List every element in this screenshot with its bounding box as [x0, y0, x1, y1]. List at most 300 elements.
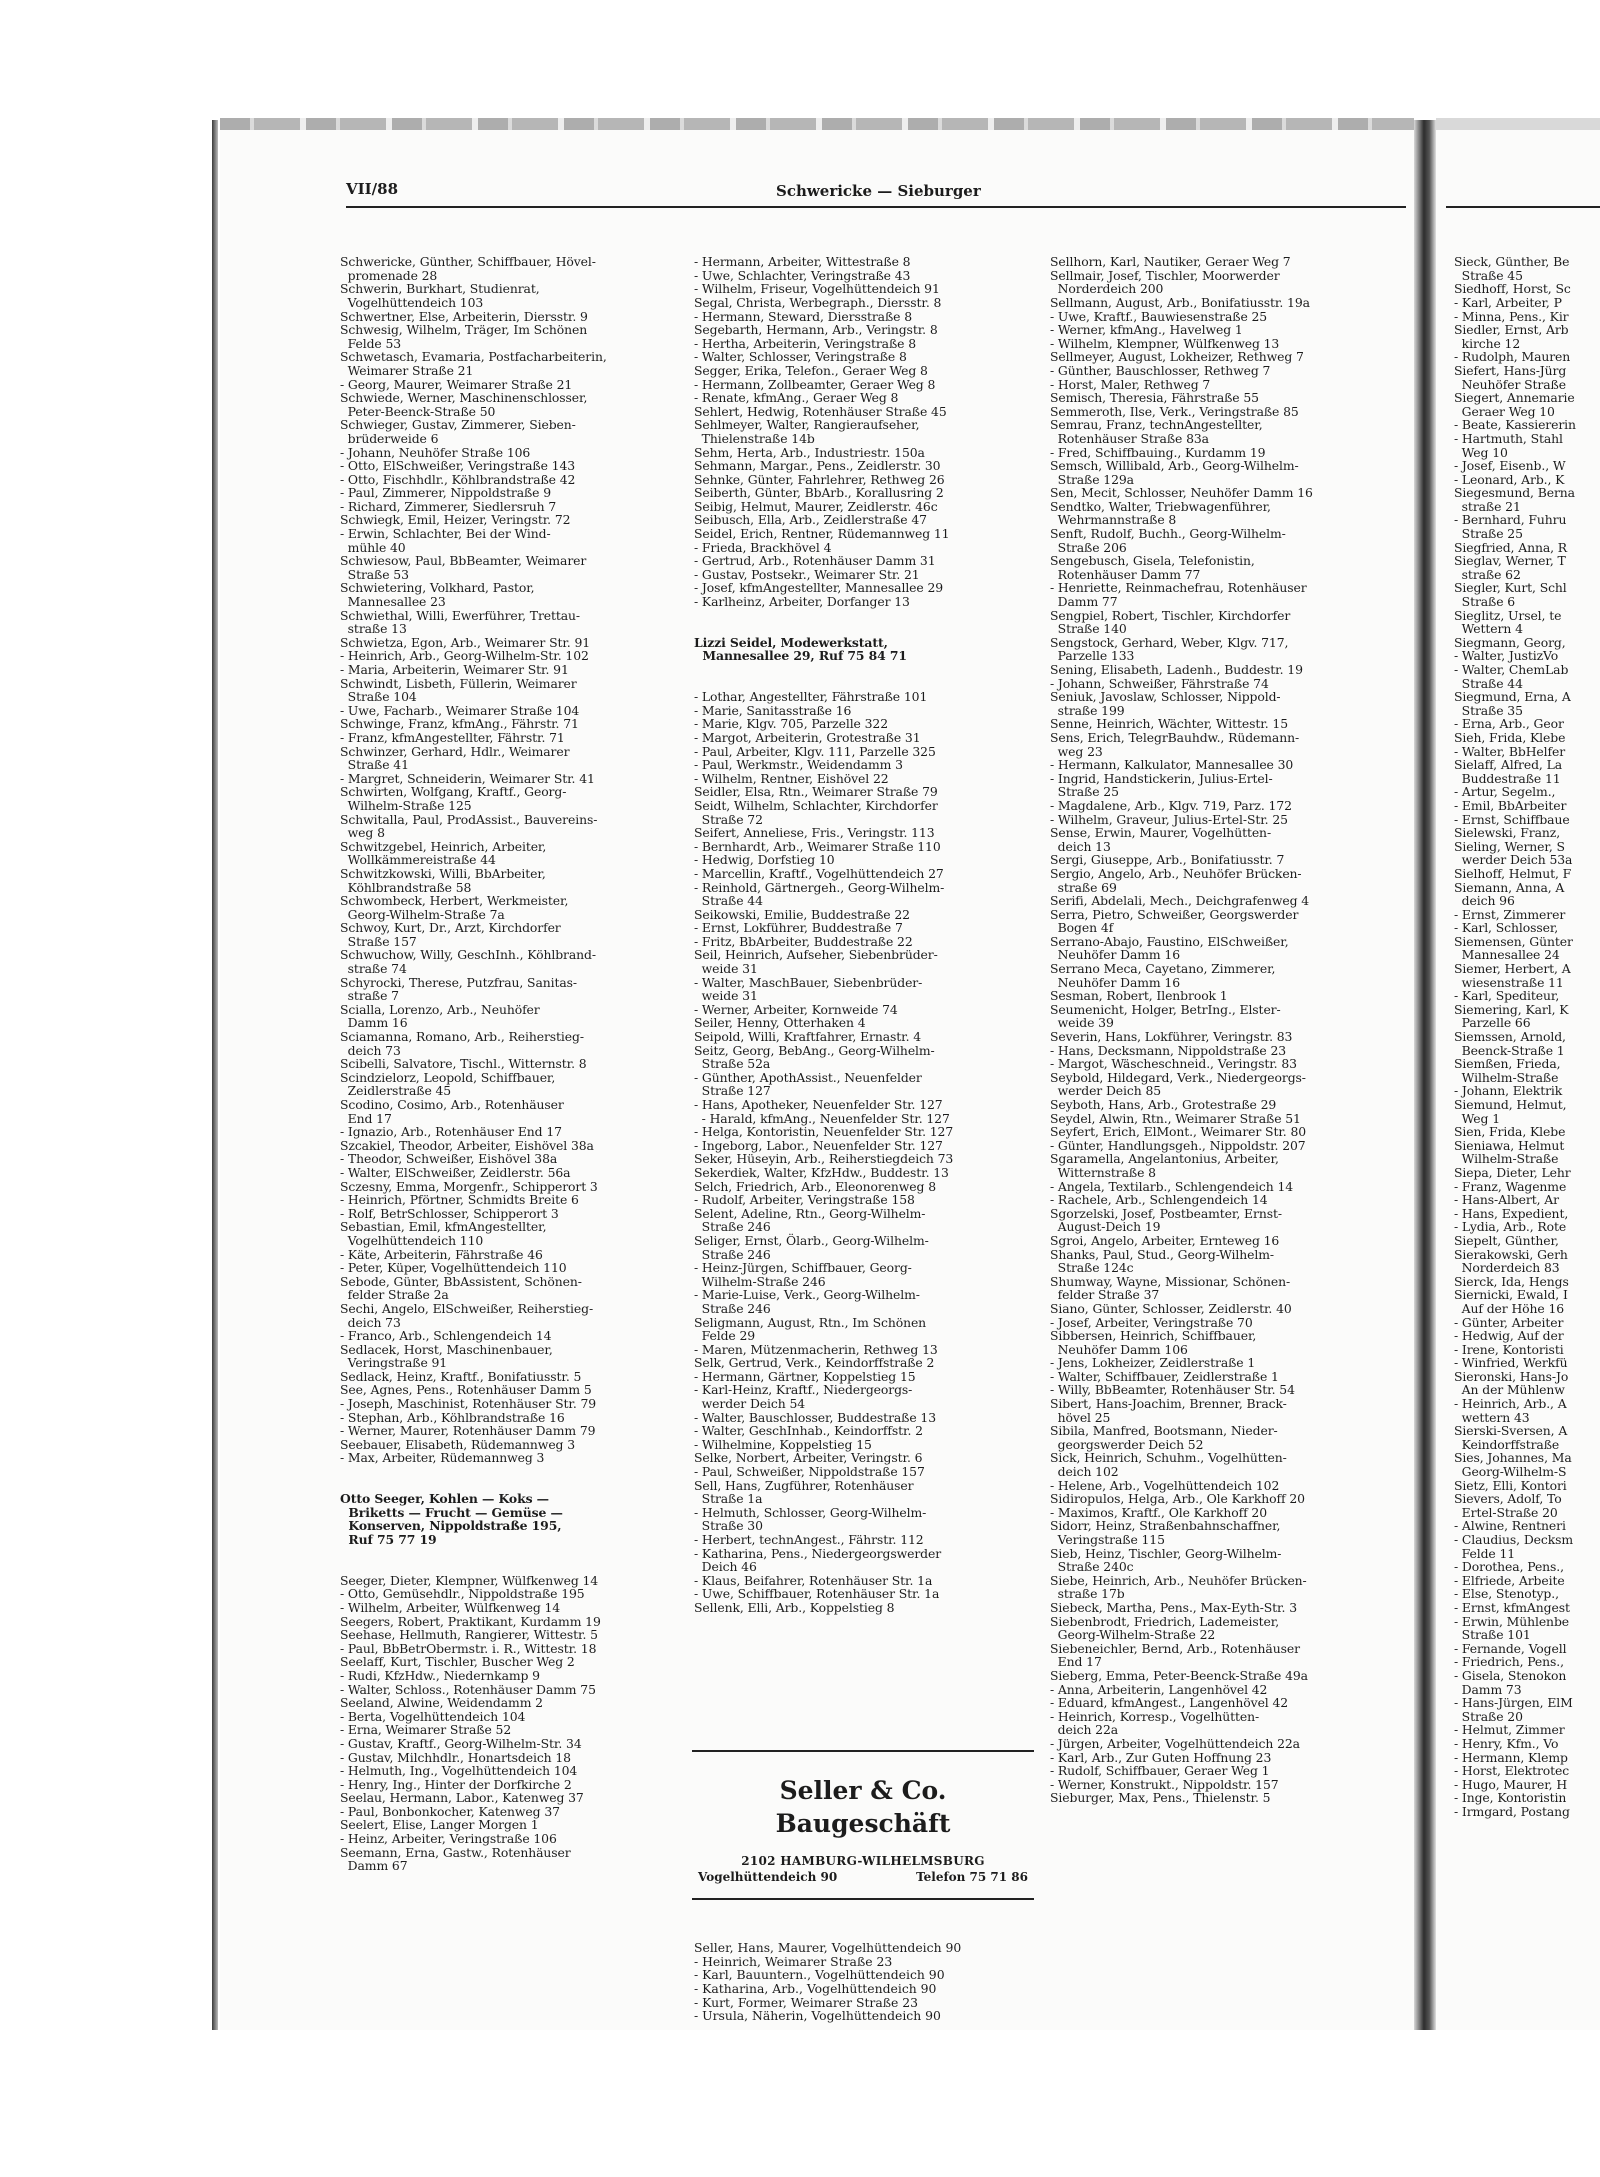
directory-entry-line: - Rudolf, Schiffbauer, Geraer Weg 1 [1050, 1763, 1270, 1779]
directory-entry-line: Sense, Erwin, Maurer, Vogelhütten- [1050, 825, 1272, 841]
directory-entry-line: Straße 101 [1454, 1627, 1531, 1643]
directory-entry-line: Schwuchow, Willy, GeschInh., Köhlbrand- [340, 947, 596, 963]
directory-entry-line: deich 73 [340, 1042, 401, 1058]
directory-entry-line: Straße 45 [1454, 267, 1523, 283]
directory-entry-line: - Günter, Handlungsgeh., Nippoldstr. 207 [1050, 1137, 1306, 1153]
directory-entry-line: Straße 157 [340, 933, 417, 949]
directory-entry-line: Straße 20 [1454, 1708, 1523, 1724]
directory-entry-line: Seeland, Alwine, Weidendamm 2 [340, 1695, 543, 1711]
directory-page [220, 130, 1414, 2030]
directory-entry-line: Siemssen, Arnold, [1454, 1029, 1566, 1045]
directory-entry-line: Damm 67 [340, 1858, 408, 1874]
directory-entry-line: Straße 44 [694, 893, 763, 909]
directory-entry-line: - Günther, Bauschlosser, Rethweg 7 [1050, 362, 1271, 378]
directory-entry-line: Shanks, Paul, Stud., Georg-Wilhelm- [1050, 1246, 1274, 1262]
directory-entry-line: Straße 246 [694, 1300, 771, 1316]
directory-entry-line: Sieck, Günther, Be [1454, 254, 1570, 270]
directory-entry-line: - Gisela, Stenokon [1454, 1667, 1567, 1683]
scan-top-edge [220, 118, 1414, 130]
directory-entry-line: - Erwin, Mühlenbe [1454, 1613, 1570, 1629]
directory-entry-line: Rotenhäuser Straße 83a [1050, 430, 1209, 446]
directory-entry-line: Semmeroth, Ilse, Verk., Veringstraße 85 [1050, 403, 1299, 419]
directory-entry-line: - Marcellin, Kraftf., Vogelhüttendeich 27 [694, 865, 944, 881]
directory-entry-line: Georg-Wilhelm-Straße 7a [340, 906, 505, 922]
directory-entry-line: Straße 246 [694, 1246, 771, 1262]
directory-entry-line: Sellhorn, Karl, Nautiker, Geraer Weg 7 [1050, 254, 1291, 270]
directory-entry-line: - Joseph, Maschinist, Rotenhäuser Str. 79 [340, 1396, 597, 1412]
directory-entry-line: - Helmut, Zimmer [1454, 1722, 1565, 1738]
directory-entry-line: Schwindt, Lisbeth, Füllerin, Weimarer [340, 675, 577, 691]
directory-entry-line: Sergi, Giuseppe, Arb., Bonifatiusstr. 7 [1050, 852, 1285, 868]
directory-entry-line: - Heinz, Arbeiter, Veringstraße 106 [340, 1831, 557, 1847]
directory-entry-line: - Erna, Weimarer Straße 52 [340, 1722, 512, 1738]
directory-entry-line: Köhlbrandstraße 58 [340, 879, 472, 895]
directory-entry-line: straße 21 [1454, 498, 1521, 514]
directory-entry-line: - Walter, JustizVo [1454, 648, 1559, 664]
directory-entry-line: Siepa, Dieter, Lehr [1454, 1164, 1571, 1180]
advert-company: Seller & Co. [779, 1776, 947, 1805]
directory-entry-line: Sierski-Sversen, A [1454, 1423, 1568, 1439]
directory-entry-line: - Bernhardt, Arb., Weimarer Straße 110 [694, 838, 941, 854]
directory-entry-line: Sieronski, Hans-Jo [1454, 1368, 1569, 1384]
directory-entry-line: - Walter, GeschInhab., Keindorffstr. 2 [694, 1423, 923, 1439]
directory-entry-line: Seydel, Alwin, Rtn., Weimarer Straße 51 [1050, 1110, 1301, 1126]
directory-entry-line: - Walter, Schloss., Rotenhäuser Damm 75 [340, 1681, 596, 1697]
directory-entry-line: - Jens, Lokheizer, Zeidlerstraße 1 [1050, 1355, 1256, 1371]
directory-entry-line: - Ernst, kfmAngest [1454, 1599, 1570, 1615]
directory-entry-line: deich 96 [1454, 893, 1515, 909]
directory-entry-line: - Helmuth, Ing., Vogelhüttendeich 104 [340, 1763, 578, 1779]
directory-entry-line: Schwitzgebel, Heinrich, Arbeiter, [340, 838, 547, 854]
directory-entry-line: Seiberth, Günter, BbArb., Korallusring 2 [694, 485, 944, 501]
directory-entry-line: Schwieger, Gustav, Zimmerer, Sieben- [340, 417, 576, 433]
directory-entry-line: Sen, Mecit, Schlosser, Neuhöfer Damm 16 [1050, 485, 1313, 501]
directory-entry-line: Schwetasch, Evamaria, Postfacharbeiterin, [340, 349, 607, 365]
directory-entry-line: Straße 44 [1454, 675, 1523, 691]
directory-entry-line: - Renate, kfmAng., Geraer Weg 8 [694, 390, 899, 406]
directory-entry-line: - Helmuth, Schlosser, Georg-Wilhelm- [694, 1504, 927, 1520]
directory-entry-line: Selent, Adeline, Rtn., Georg-Wilhelm- [694, 1205, 926, 1221]
directory-entry-line: Seibig, Helmut, Maurer, Zeidlerstr. 46c [694, 498, 938, 514]
directory-entry-line: Schwoy, Kurt, Dr., Arzt, Kirchdorfer [340, 920, 561, 936]
directory-entry-line: Siemer, Herbert, A [1454, 961, 1571, 977]
directory-entry-line: Scodino, Cosimo, Arb., Rotenhäuser [340, 1097, 564, 1112]
directory-entry-line: Sibbersen, Heinrich, Schiffbauer, [1050, 1328, 1257, 1344]
directory-entry-line: - Hermann, Steward, Diersstraße 8 [694, 308, 912, 324]
directory-entry-line: Serifi, Abdelali, Mech., Deichgrafenweg 4 [1050, 893, 1310, 909]
directory-entry-line: - Karl, Arbeiter, P [1454, 294, 1562, 310]
directory-entry-line: Parzelle 66 [1454, 1015, 1531, 1031]
directory-entry-line: Sieburger, Max, Pens., Thielenstr. 5 [1050, 1790, 1271, 1806]
directory-entry-line: Seyboth, Hans, Arb., Grotestraße 29 [1050, 1097, 1277, 1112]
directory-entry-line: Sieberg, Emma, Peter-Beenck-Straße 49a [1050, 1667, 1308, 1683]
directory-entry-line: - Claudius, Decksm [1454, 1532, 1574, 1547]
directory-entry-line: Sick, Heinrich, Schuhm., Vogelhütten- [1050, 1450, 1287, 1466]
directory-entry-line: Seidel, Erich, Rentner, Rüdemannweg 11 [694, 526, 950, 542]
directory-entry-line: Schwesig, Wilhelm, Träger, Im Schönen [340, 322, 588, 338]
directory-entry-line: - Walter, Bauschlosser, Buddestraße 13 [694, 1409, 936, 1425]
directory-entry-line: - Maren, Mützenmacherin, Rethweg 13 [694, 1341, 938, 1357]
directory-entry-line: Seifert, Anneliese, Fris., Veringstr. 113 [694, 825, 935, 841]
directory-entry-line: Schwiesow, Paul, BbBeamter, Weimarer [340, 553, 587, 569]
directory-entry-line: Siemering, Karl, K [1454, 1001, 1569, 1017]
directory-entry-line: - Otto, Fischhdlr., Köhlbrandstraße 42 [340, 471, 576, 487]
directory-entry-line: georgswerder Deich 52 [1050, 1436, 1204, 1452]
directory-entry-line: Geraer Weg 10 [1454, 403, 1555, 419]
directory-entry-line: - Marie, Sanitasstraße 16 [694, 702, 852, 718]
directory-entry-line: Sien, Frida, Klebe [1454, 1124, 1566, 1140]
directory-entry-line: kirche 12 [1454, 335, 1521, 351]
directory-entry-line: - Günther, ApothAssist., Neuenfelder [694, 1069, 922, 1085]
directory-entry-line: Weg 10 [1454, 444, 1508, 460]
directory-entry-line: - Otto, ElSchweißer, Veringstraße 143 [340, 458, 576, 474]
directory-entry-line: Felde 29 [694, 1328, 756, 1344]
directory-entry-line: Sibert, Hans-Joachim, Brenner, Brack- [1050, 1396, 1287, 1412]
directory-entry-line: Seniuk, Javoslaw, Schlosser, Nippold- [1050, 689, 1281, 705]
directory-entry-line: - Franz, Wagenme [1454, 1178, 1567, 1194]
directory-entry-line: - Max, Arbeiter, Rüdemannweg 3 [340, 1450, 545, 1466]
directory-entry-line: straße 199 [1050, 702, 1125, 718]
directory-entry-line: Neuhöfer Damm 16 [1050, 947, 1180, 963]
directory-entry-line: Wollkämmereistraße 44 [340, 852, 496, 868]
directory-entry-line: - Werner, Arbeiter, Kornweide 74 [694, 1001, 898, 1017]
directory-entry-line: wettern 43 [1454, 1409, 1530, 1425]
directory-entry-line: Wilhelm-Straße 246 [694, 1273, 826, 1289]
directory-entry-line: - Hans, Apotheker, Neuenfelder Str. 127 [694, 1097, 943, 1112]
directory-entry-line: Seidler, Elsa, Rtn., Weimarer Straße 79 [694, 784, 938, 800]
directory-entry-line: Buddestraße 11 [1454, 770, 1561, 786]
directory-entry-line: Sielewski, Franz, [1454, 825, 1564, 841]
directory-entry-line: Seikowski, Emilie, Buddestraße 22 [694, 906, 910, 922]
directory-entry-line: Bogen 4f [1050, 920, 1114, 936]
directory-entry-line: - Gustav, Milchhdlr., Honartsdeich 18 [340, 1749, 571, 1765]
directory-entry-line: - Karl, Bauuntern., Vogelhüttendeich 90 [694, 1967, 945, 1983]
column-1 [340, 228, 680, 1900]
directory-entry-line: Siegler, Kurt, Schl [1454, 580, 1567, 596]
directory-entry-line: straße 62 [1454, 566, 1521, 582]
column-3-entries [1050, 255, 1395, 1805]
directory-entry-line: - Beate, Kassiererin [1454, 417, 1576, 433]
directory-entry-line: Rotenhäuser Damm 77 [1050, 566, 1201, 582]
directory-entry-line: - Friedrich, Pens., [1454, 1654, 1564, 1670]
directory-entry-line: - Henry, Ing., Hinter der Dorfkirche 2 [340, 1776, 572, 1792]
directory-entry-line: Wilhelm-Straße [1454, 1151, 1559, 1167]
directory-entry-line: End 17 [1050, 1654, 1102, 1670]
directory-entry-line: - Theodor, Schweißer, Eishövel 38a [340, 1151, 558, 1167]
facing-page-fragment [1436, 130, 1600, 2030]
directory-entry-line: Damm 73 [1454, 1681, 1522, 1697]
directory-entry-line: - Lydia, Arb., Rote [1454, 1219, 1567, 1235]
directory-entry-line: - Hedwig, Auf der [1454, 1328, 1564, 1344]
directory-entry-line: straße 17b [1050, 1586, 1125, 1602]
directory-entry-line: deich 102 [1050, 1464, 1119, 1480]
facing-header-rule [1446, 206, 1600, 208]
directory-entry-line: Seibusch, Ella, Arb., Zeidlerstraße 47 [694, 512, 927, 528]
directory-entry-line: Senne, Heinrich, Wächter, Wittestr. 15 [1050, 716, 1288, 732]
directory-entry-line: - Josef, Arbeiter, Veringstraße 70 [1050, 1314, 1253, 1330]
directory-entry-line: - Lothar, Angestellter, Fährstraße 101 [694, 689, 928, 705]
header-rule [346, 206, 1406, 208]
directory-entry-line: Straße 41 [340, 757, 409, 773]
directory-entry-line: weg 23 [1050, 743, 1103, 759]
directory-entry-line: Sell, Hans, Zugführer, Rotenhäuser [694, 1477, 914, 1493]
directory-entry-line: - Erna, Arb., Geor [1454, 716, 1564, 732]
directory-entry-line: Wilhelm-Straße [1454, 1069, 1559, 1085]
scan-left-edge [212, 120, 218, 2030]
directory-entry-line: straße 69 [1050, 879, 1117, 895]
directory-entry-line: Selke, Norbert, Arbeiter, Veringstr. 6 [694, 1450, 923, 1466]
directory-entry-line: Schwiegk, Emil, Heizer, Veringstr. 72 [340, 512, 571, 528]
directory-entry-line: - Walter, BbHelfer [1454, 743, 1566, 759]
directory-entry-line: Sieling, Werner, S [1454, 838, 1565, 854]
directory-entry-line: promenade 28 [340, 267, 438, 283]
directory-entry-line: - Karl, Arb., Zur Guten Hoffnung 23 [1050, 1749, 1272, 1765]
directory-entry-line: An der Mühlenw [1454, 1382, 1565, 1398]
directory-entry-line: Seelaff, Kurt, Tischler, Buscher Weg 2 [340, 1654, 575, 1670]
directory-entry-line: - Werner, kfmAng., Havelweg 1 [1050, 322, 1243, 338]
directory-entry-line: Sierakowski, Gerh [1454, 1246, 1568, 1262]
directory-entry-line: - Harald, kfmAng., Neuenfelder Str. 127 [694, 1110, 950, 1126]
directory-entry-line: werder Deich 54 [694, 1396, 806, 1412]
directory-entry-line: Shumway, Wayne, Missionar, Schönen- [1050, 1273, 1291, 1289]
directory-entry-line: Straße 104 [340, 689, 417, 705]
directory-entry-line: hövel 25 [1050, 1409, 1111, 1425]
directory-entry-line: Siepelt, Günther, [1454, 1232, 1563, 1248]
directory-entry-line: Damm 77 [1050, 594, 1118, 610]
directory-entry-line: Sgroi, Angelo, Arbeiter, Ernteweg 16 [1050, 1232, 1280, 1248]
directory-entry-line: - Walter, MaschBauer, Siebenbrüder- [694, 974, 923, 990]
directory-entry-line: - Josef, kfmAngestellter, Mannesallee 29 [694, 580, 944, 596]
directory-entry-line: Sielaff, Alfred, La [1454, 757, 1563, 773]
directory-entry-line: Sekerdiek, Walter, KfzHdw., Buddestr. 13 [694, 1164, 949, 1180]
directory-entry-line: Straße 72 [694, 811, 763, 827]
directory-entry-line: Semsch, Willibald, Arb., Georg-Wilhelm- [1050, 458, 1299, 474]
directory-entry-line: Sieb, Heinz, Tischler, Georg-Wilhelm- [1050, 1545, 1282, 1561]
directory-entry-line: Sietz, Elli, Kontori [1454, 1477, 1567, 1493]
directory-entry-line: Vogelhüttendeich 103 [340, 294, 484, 310]
directory-entry-line: Schyrocki, Therese, Putzfrau, Sanitas- [340, 974, 577, 990]
directory-entry-line: Straße 25 [1050, 784, 1119, 800]
directory-entry-line: Sengstock, Gerhard, Weber, Klgv. 717, [1050, 634, 1289, 650]
directory-entry-line: August-Deich 19 [1050, 1219, 1161, 1235]
directory-entry-line: deich 22a [1050, 1722, 1119, 1738]
directory-entry-line: - Ingeborg, Labor., Neuenfelder Str. 127 [694, 1137, 943, 1153]
directory-entry-line: Sehlmeyer, Walter, Rangieraufseher, [694, 417, 920, 433]
directory-entry-line: Siegmann, Georg, [1454, 634, 1566, 650]
directory-entry-line: - Uwe, Schiffbauer, Rotenhäuser Str. 1a [694, 1586, 940, 1602]
directory-entry-line: - Hermann, Klemp [1454, 1749, 1568, 1765]
directory-entry-line: Sierck, Ida, Hengs [1454, 1273, 1569, 1289]
directory-entry-line: Parzelle 133 [1050, 648, 1135, 664]
directory-entry-line: werder Deich 53a [1454, 852, 1573, 868]
directory-entry-line: Ruf 75 77 19 [340, 1532, 437, 1547]
directory-entry-line: - Ernst, Lokführer, Buddestraße 7 [694, 920, 903, 936]
directory-entry-line: Sellmeyer, August, Lokheizer, Rethweg 7 [1050, 349, 1304, 365]
directory-entry-line: Semrau, Franz, technAngestellter, [1050, 417, 1263, 433]
directory-entry-line: - Heinrich, Arb., Georg-Wilhelm-Str. 102 [340, 648, 589, 664]
directory-entry-line: - Margot, Wäscheschneid., Veringstr. 83 [1050, 1056, 1297, 1072]
directory-entry-line: Sechi, Angelo, ElSchweißer, Reiherstieg- [340, 1300, 594, 1316]
directory-entry-line: Sievers, Adolf, To [1454, 1491, 1562, 1507]
directory-entry-line: - Dorothea, Pens., [1454, 1559, 1564, 1575]
directory-entry-line: Seligmann, August, Rtn., Im Schönen [694, 1314, 927, 1330]
directory-entry-line: - Fred, Schiffbauing., Kurdamm 19 [1050, 444, 1266, 460]
directory-entry-line: - Hermann, Zollbeamter, Geraer Weg 8 [694, 376, 936, 392]
directory-entry-line: Siebeneichler, Bernd, Arb., Rotenhäuser [1050, 1640, 1300, 1656]
directory-entry-line: - Gertrud, Arb., Rotenhäuser Damm 31 [694, 553, 936, 569]
directory-entry-line: Sedlacek, Horst, Maschinenbauer, [340, 1341, 553, 1357]
directory-entry-line: - Uwe, Kraftf., Bauwiesenstraße 25 [1050, 308, 1268, 324]
directory-entry-line: Veringstraße 115 [1050, 1532, 1165, 1547]
directory-entry-line: Siegfried, Anna, R [1454, 539, 1568, 555]
directory-entry-line: - Leonard, Arb., K [1454, 471, 1565, 487]
directory-entry-line: Siernicki, Ewald, I [1454, 1287, 1568, 1303]
directory-entry-line: Serrano-Abajo, Faustino, ElSchweißer, [1050, 933, 1289, 949]
column-2-tail-entries [694, 690, 1034, 1614]
column-1-bold-entry [340, 1492, 680, 1546]
directory-entry-line: Straße 52a [694, 1056, 771, 1072]
directory-entry-line: - Reinhold, Gärtnergeh., Georg-Wilhelm- [694, 879, 945, 895]
directory-entry-line: Mannesallee 24 [1454, 947, 1560, 963]
directory-entry-line: - Walter, Schiffbauer, Zeidlerstraße 1 [1050, 1368, 1279, 1384]
directory-entry-line: - Helga, Kontoristin, Neuenfelder Str. 127 [694, 1124, 954, 1140]
directory-entry-line: Seidt, Wilhelm, Schlachter, Kirchdorfer [694, 797, 938, 813]
directory-entry-line: - Eduard, kfmAngest., Langenhövel 42 [1050, 1695, 1289, 1711]
directory-entry-line: - Hugo, Maurer, H [1454, 1776, 1568, 1792]
directory-entry-line: mühle 40 [340, 539, 406, 555]
directory-entry-line: Ertel-Straße 20 [1454, 1504, 1558, 1520]
directory-entry-line: Seiler, Henny, Otterhaken 4 [694, 1015, 866, 1031]
directory-entry-line: Lizzi Seidel, Modewerkstatt, [694, 634, 888, 650]
directory-entry-line: - Walter, ChemLab [1454, 662, 1569, 677]
directory-entry-line: Siedler, Ernst, Arb [1454, 322, 1569, 338]
directory-entry-line: - Ernst, Schiffbaue [1454, 811, 1570, 827]
directory-entry-line: Beenck-Straße 1 [1454, 1042, 1565, 1058]
directory-entry-line: Otto Seeger, Kohlen — Koks — [340, 1491, 549, 1507]
directory-entry-line: - Horst, Elektrotec [1454, 1763, 1570, 1779]
directory-entry-line: Sellenk, Elli, Arb., Koppelstieg 8 [694, 1599, 895, 1615]
directory-entry-line: Scindzielorz, Leopold, Schiffbauer, [340, 1069, 556, 1085]
directory-entry-line: - Wilhelmine, Koppelstieg 15 [694, 1436, 872, 1452]
directory-entry-line: Seelau, Hermann, Labor., Katenweg 37 [340, 1790, 584, 1806]
directory-entry-line: Vogelhüttendeich 110 [340, 1232, 484, 1248]
directory-entry-line: Siemann, Anna, A [1454, 879, 1565, 895]
directory-entry-line: Seeger, Dieter, Klempner, Wülfkenweg 14 [340, 1572, 599, 1588]
advertisement-box [692, 1750, 1034, 1900]
directory-entry-line: Schwertner, Else, Arbeiterin, Diersstr. 9 [340, 308, 588, 324]
directory-entry-line: Deich 46 [694, 1559, 757, 1575]
directory-entry-line: Seil, Heinrich, Aufseher, Siebenbrüder- [694, 947, 938, 963]
directory-entry-line: Straße 140 [1050, 621, 1127, 637]
directory-entry-line: Schwietza, Egon, Arb., Weimarer Str. 91 [340, 634, 591, 650]
directory-entry-line: - Herbert, technAngest., Fährstr. 112 [694, 1532, 924, 1547]
directory-entry-line: Sgorzelski, Josef, Postbeamter, Ernst- [1050, 1205, 1282, 1221]
directory-entry-line: - Walter, ElSchweißer, Zeidlerstr. 56a [340, 1164, 571, 1180]
facing-column [1454, 228, 1600, 1846]
directory-entry-line: felder Straße 2a [340, 1287, 449, 1303]
directory-entry-line: - Werner, Maurer, Rotenhäuser Damm 79 [340, 1423, 596, 1439]
directory-entry-line: Auf der Höhe 16 [1454, 1300, 1565, 1316]
directory-entry-line: werder Deich 85 [1050, 1083, 1162, 1099]
directory-entry-line: - Irene, Kontoristi [1454, 1341, 1564, 1357]
advert-address-row [692, 1870, 1034, 1886]
directory-entry-line: Seegers, Robert, Praktikant, Kurdamm 19 [340, 1613, 601, 1629]
directory-entry-line: Sebode, Günter, BbAssistent, Schönen- [340, 1273, 582, 1289]
directory-entry-line: - Alwine, Rentneri [1454, 1518, 1566, 1534]
directory-entry-line: - Paul, BbBetrObermstr. i. R., Wittestr. 18 [340, 1640, 597, 1656]
directory-entry-line: - Maria, Arbeiterin, Weimarer Str. 91 [340, 662, 569, 677]
directory-entry-line: - Stephan, Arb., Köhlbrandstraße 16 [340, 1409, 565, 1425]
directory-entry-line: - Gustav, Kraftf., Georg-Wilhelm-Str. 34 [340, 1735, 582, 1751]
directory-entry-line: Sibila, Manfred, Bootsmann, Nieder- [1050, 1423, 1278, 1439]
directory-entry-line: Zeidlerstraße 45 [340, 1083, 452, 1099]
directory-entry-line: wiesenstraße 11 [1454, 974, 1564, 990]
directory-entry-line: Seyfert, Erich, ElMont., Weimarer Str. 80 [1050, 1124, 1307, 1140]
directory-entry-line: - Heinrich, Korresp., Vogelhütten- [1050, 1708, 1260, 1724]
directory-entry-line: Scialla, Lorenzo, Arb., Neuhöfer [340, 1001, 540, 1017]
directory-entry-line: Siebenbrodt, Friedrich, Lademeister, [1050, 1613, 1280, 1629]
directory-entry-line: - Artur, Segelm., [1454, 784, 1560, 800]
directory-entry-line: straße 13 [340, 621, 407, 637]
directory-entry-line: Sellmair, Josef, Tischler, Moorwerder [1050, 267, 1280, 283]
directory-entry-line: - Fernande, Vogell [1454, 1640, 1567, 1656]
directory-entry-line: End 17 [340, 1110, 392, 1126]
directory-entry-line: Sedlack, Heinz, Kraftf., Bonifatiusstr. 5 [340, 1368, 582, 1384]
directory-entry-line: - Hedwig, Dorfstieg 10 [694, 852, 835, 868]
directory-entry-line: Sehm, Herta, Arb., Industriestr. 150a [694, 444, 925, 460]
directory-entry-line: - Henry, Kfm., Vo [1454, 1735, 1559, 1751]
directory-entry-line: - Frieda, Brackhövel 4 [694, 539, 832, 555]
directory-entry-line: Straße 240c [1050, 1559, 1134, 1575]
directory-entry-line: - Karl-Heinz, Kraftf., Niedergeorgs- [694, 1382, 913, 1398]
directory-entry-line: Seitz, Georg, BebAng., Georg-Wilhelm- [694, 1042, 935, 1058]
directory-entry-line: - Elfriede, Arbeite [1454, 1572, 1565, 1588]
directory-entry-line: Felde 53 [340, 335, 402, 351]
directory-entry-line: Sczesny, Emma, Morgenfr., Schipperort 3 [340, 1178, 598, 1194]
column-2-bold-entry [694, 636, 1034, 663]
advert-city: 2102 HAMBURG-WILHELMSBURG [741, 1854, 985, 1868]
directory-entry-line: - Angela, Textilarb., Schlengendeich 14 [1050, 1178, 1294, 1194]
directory-entry-line: - Henriette, Reinmachefrau, Rotenhäuser [1050, 580, 1307, 596]
directory-entry-line: - Inge, Kontoristin [1454, 1790, 1567, 1806]
directory-entry-line: Straße 25 [1454, 526, 1523, 542]
directory-entry-line: weide 39 [1050, 1015, 1114, 1031]
directory-entry-line: - Heinrich, Weimarer Straße 23 [694, 1953, 893, 1969]
directory-entry-line: - Hermann, Kalkulator, Mannesallee 30 [1050, 757, 1294, 773]
directory-entry-line: Straße 1a [694, 1491, 763, 1507]
directory-entry-line: Segal, Christa, Werbegraph., Diersstr. 8 [694, 294, 942, 310]
directory-entry-line: Neuhöfer Straße [1454, 376, 1566, 392]
directory-entry-line: Siefert, Hans-Jürg [1454, 362, 1567, 378]
directory-entry-line: Sellmann, August, Arb., Bonifatiusstr. 19a [1050, 294, 1310, 310]
directory-entry-line: Wehrmannstraße 8 [1050, 512, 1177, 528]
directory-entry-line: Seumenicht, Holger, BetrIng., Elster- [1050, 1001, 1281, 1017]
directory-entry-line: Witternstraße 8 [1050, 1164, 1156, 1180]
directory-entry-line: Sgaramella, Angelantonius, Arbeiter, [1050, 1151, 1279, 1167]
directory-entry-line: - Rudolph, Mauren [1454, 349, 1571, 365]
directory-entry-line: Seipold, Willi, Kraftfahrer, Ernastr. 4 [694, 1029, 922, 1045]
directory-entry-line: weg 8 [340, 825, 385, 841]
directory-entry-line: - Käte, Arbeiterin, Fährstraße 46 [340, 1246, 543, 1262]
directory-entry-line: - Georg, Maurer, Weimarer Straße 21 [340, 376, 573, 392]
directory-entry-line: - Horst, Maler, Rethweg 7 [1050, 376, 1211, 392]
directory-entry-line: Straße 53 [340, 566, 409, 582]
directory-entry-line: Selk, Gertrud, Verk., Keindorffstraße 2 [694, 1355, 935, 1371]
directory-entry-line: - Winfried, Werkfü [1454, 1355, 1568, 1371]
column-2-after-advert [694, 1914, 1034, 2050]
directory-entry-line: Siemund, Helmut, [1454, 1097, 1567, 1112]
directory-entry-line: - Gustav, Postsekr., Weimarer Str. 21 [694, 566, 920, 582]
